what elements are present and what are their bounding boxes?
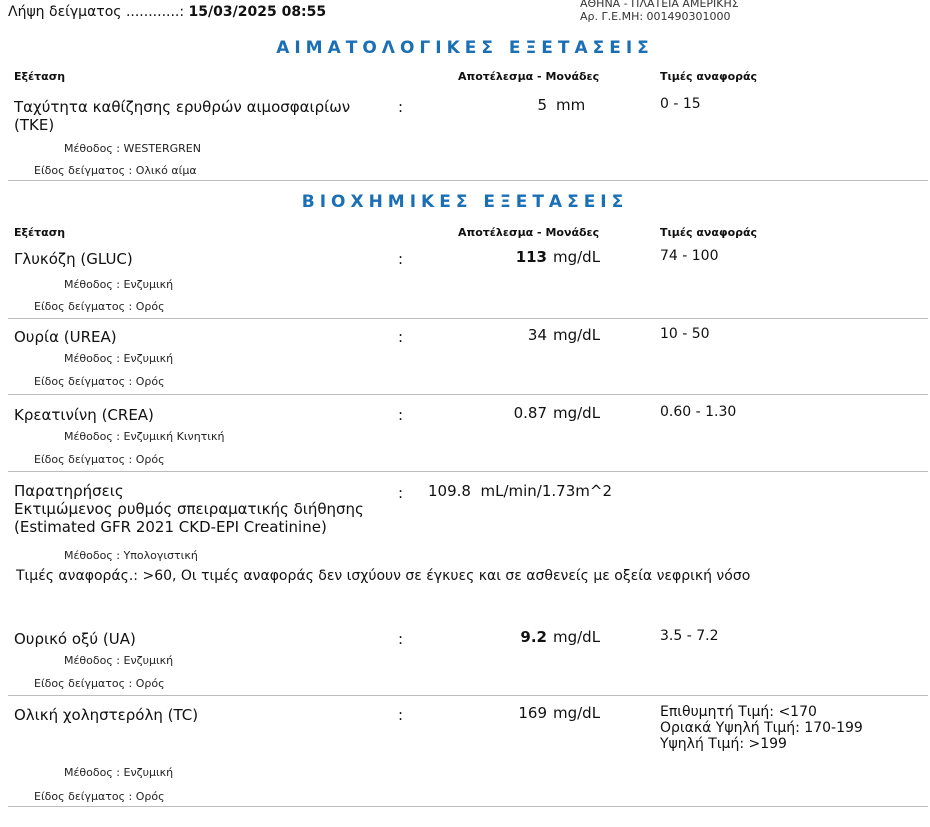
divider: [8, 695, 928, 696]
sample-label: Λήψη δείγματος ............:: [8, 4, 185, 20]
method: Μέθοδος : Ενζυμική: [64, 766, 174, 779]
lab-gemh: Αρ. Γ.Ε.ΜΗ: 001490301000: [580, 10, 731, 23]
method: Μέθοδος : WESTERGREN: [64, 142, 201, 155]
method: Μέθοδος : Ενζυμική: [64, 654, 174, 667]
col-result: Αποτέλεσμα - Μονάδες: [458, 70, 600, 83]
test-name-tke: Ταχύτητα καθίζησης ερυθρών αιμοσφαιρίων (ΤΚΕ): [14, 98, 351, 134]
divider: [8, 180, 928, 181]
egfr-result: [428, 482, 612, 500]
result-unit: mg/dL: [553, 404, 601, 422]
col-exam: Εξέταση: [14, 226, 66, 239]
test-name-ua: Ουρικό οξύ (UA): [14, 630, 136, 648]
colon: :: [398, 328, 404, 346]
result-unit: mg/dL: [553, 628, 601, 646]
reference-range: Επιθυμητή Τιμή: <170 Οριακά Υψηλή Τιμή: 170-199 Υψηλή Τιμή: >199: [660, 704, 863, 752]
colon: :: [398, 250, 404, 268]
method: Μέθοδος : Υπολογιστική: [64, 549, 198, 562]
result-value: 113: [515, 248, 547, 266]
result-value: 169: [518, 704, 547, 722]
egfr-reference-note: Τιμές αναφοράς.: >60, Οι τιμές αναφοράς δεν ισχύουν σε έγκυες και σε ασθενείς με οξεία νεφρική νόσο: [16, 568, 751, 584]
divider: [8, 806, 928, 807]
test-name-gluc: Γλυκόζη (GLUC): [14, 250, 133, 268]
reference-range: 10 - 50: [660, 326, 710, 342]
lab-info: [580, 0, 739, 23]
result-unit: mg/dL: [553, 704, 601, 722]
reference-range: 0 - 15: [660, 96, 701, 112]
egfr-label: Παρατηρήσεις Εκτιμώμενος ρυθμός σπειραματικής διήθησης (Estimated GFR 2021 CKD-EPI Creatinine): [14, 482, 364, 536]
col-result: Αποτέλεσμα - Μονάδες: [458, 226, 600, 239]
result-value: 0.87: [513, 404, 547, 422]
col-exam: Εξέταση: [14, 70, 66, 83]
lab-address: ΑΘΗΝΑ - ΠΛΑΤΕΙΑ ΑΜΕΡΙΚΗΣ: [580, 0, 739, 10]
divider: [8, 471, 928, 472]
sample-type: Είδος δείγματος : Ορός: [34, 677, 165, 690]
test-name-tc: Ολική χοληστερόλη (TC): [14, 706, 199, 724]
reference-range: 74 - 100: [660, 248, 719, 264]
sample-type: Είδος δείγματος : Ορός: [34, 375, 165, 388]
result-unit: mg/dL: [553, 248, 601, 266]
col-reference: Τιμές αναφοράς: [660, 226, 758, 239]
colon: :: [398, 484, 404, 502]
test-name-crea: Κρεατινίνη (CREA): [14, 406, 154, 424]
colon: :: [398, 630, 404, 648]
colon: :: [398, 406, 404, 424]
test-name-urea: Ουρία (UREA): [14, 328, 117, 346]
result-unit: mg/dL: [553, 326, 601, 344]
method: Μέθοδος : Ενζυμική: [64, 352, 174, 365]
divider: [8, 394, 928, 395]
divider: [8, 318, 928, 319]
col-reference: Τιμές αναφοράς: [660, 70, 758, 83]
result-value: 34: [527, 326, 547, 344]
reference-range: 3.5 - 7.2: [660, 628, 719, 644]
colon: :: [398, 98, 404, 116]
method: Μέθοδος : Ενζυμική: [64, 278, 174, 291]
reference-range: 0.60 - 1.30: [660, 404, 737, 420]
result-value: 109.8: [428, 482, 471, 500]
result-value: 9.2: [520, 628, 547, 646]
sample-datetime: 15/03/2025 08:55: [188, 4, 327, 20]
method: Μέθοδος : Ενζυμική Κινητική: [64, 430, 225, 443]
sample-type: Είδος δείγματος : Ορός: [34, 453, 165, 466]
hematology-title: ΑΙΜΑΤΟΛΟΓΙΚΕΣ ΕΞΕΤΑΣΕΙΣ: [276, 38, 654, 58]
result-value: 5: [537, 96, 547, 114]
colon: :: [398, 706, 404, 724]
result-unit: mL/min/1.73m^2: [480, 482, 612, 500]
biochemistry-title: ΒΙΟΧΗΜΙΚΕΣ ΕΞΕΤΑΣΕΙΣ: [301, 192, 629, 212]
sample-datetime-line: [8, 4, 326, 20]
result-unit: mm: [556, 96, 586, 114]
sample-type: Είδος δείγματος : Ορός: [34, 300, 165, 313]
sample-type: Είδος δείγματος : Ολικό αίμα: [34, 164, 197, 177]
sample-type: Είδος δείγματος : Ορός: [34, 790, 165, 803]
